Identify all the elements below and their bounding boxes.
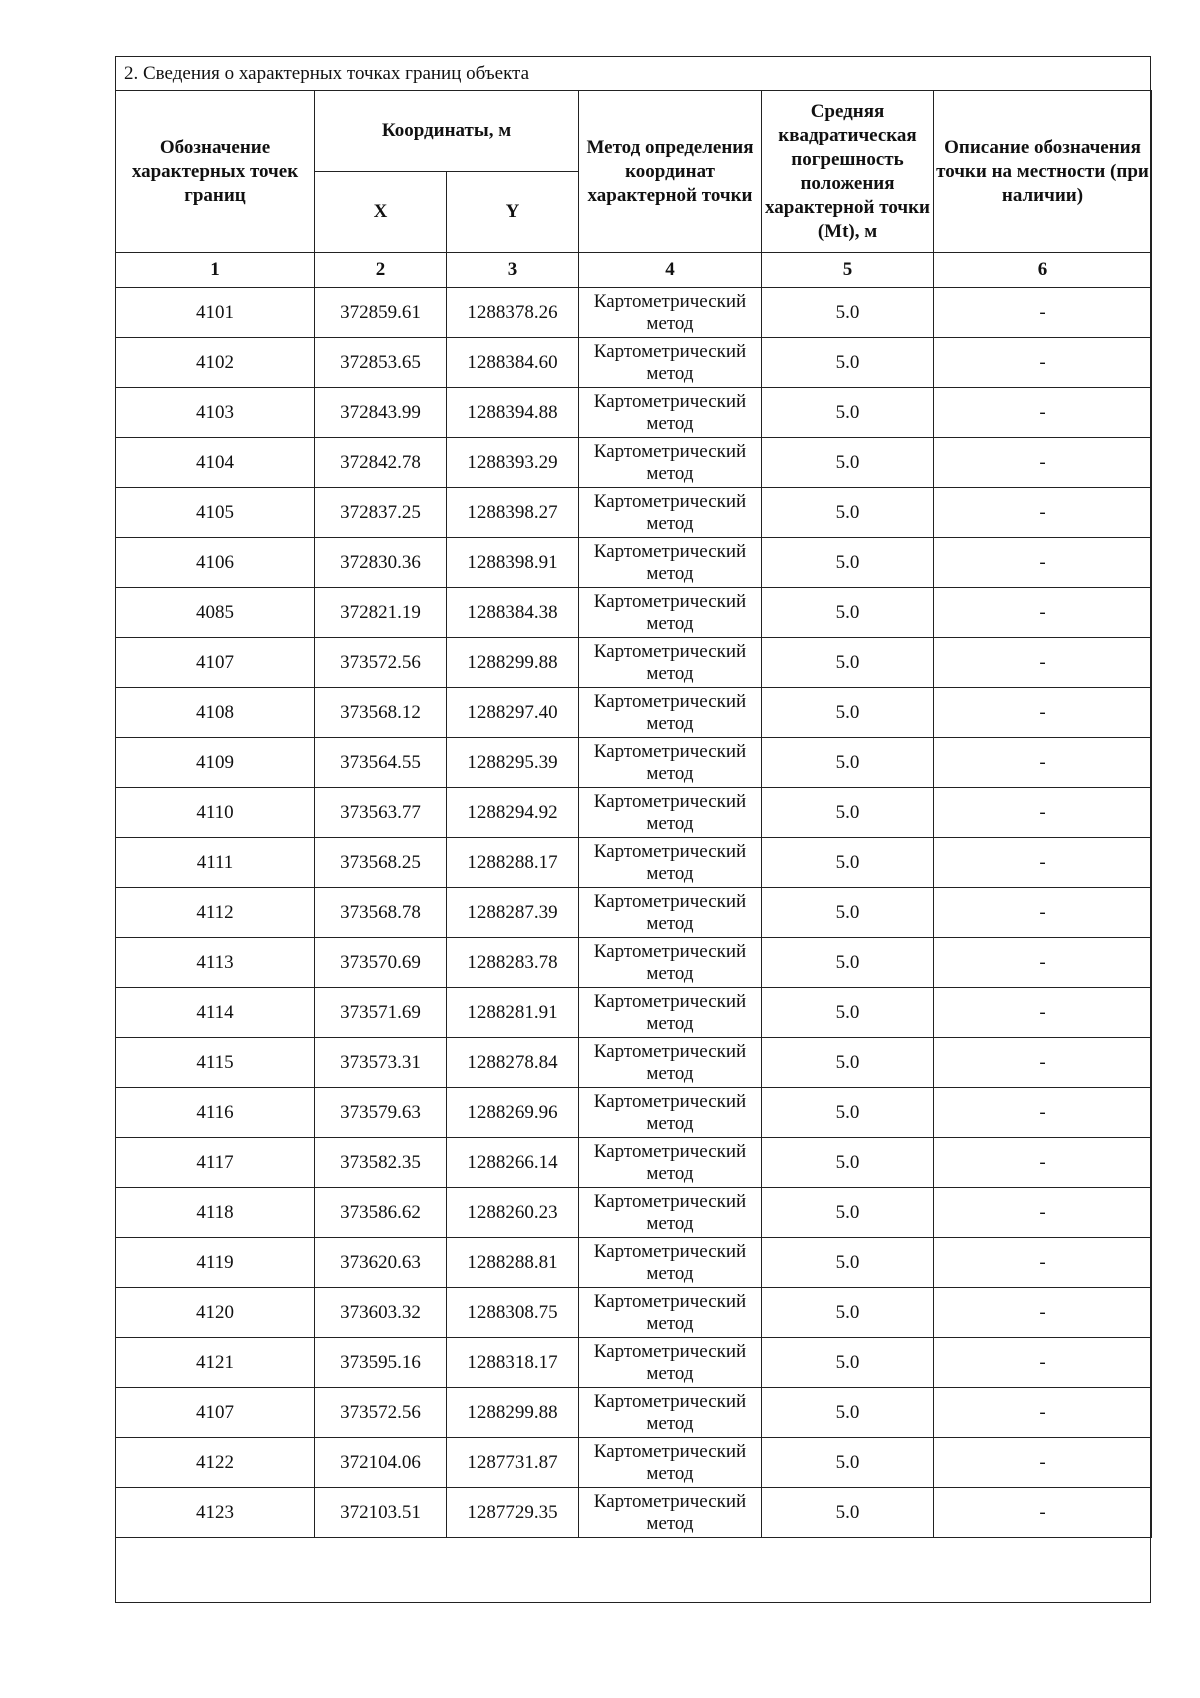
method-cell: Картометрический метод [579, 388, 762, 438]
table-row [116, 1188, 1152, 1238]
mean-error-cell: 5.0 [762, 788, 934, 838]
y-coordinate-cell: 1288260.23 [447, 1188, 579, 1238]
point-id-cell: 4085 [116, 588, 315, 638]
y-coordinate-cell: 1288394.88 [447, 388, 579, 438]
method-cell: Картометрический метод [579, 1288, 762, 1338]
y-coordinate-cell: 1288398.91 [447, 538, 579, 588]
mean-error-cell: 5.0 [762, 488, 934, 538]
x-coordinate-cell: 372837.25 [315, 488, 447, 538]
table-row [116, 1388, 1152, 1438]
x-coordinate-cell: 373572.56 [315, 1388, 447, 1438]
table-row [116, 988, 1152, 1038]
x-coordinate-cell: 373564.55 [315, 738, 447, 788]
method-cell: Картометрический метод [579, 988, 762, 1038]
x-coordinate-cell: 372843.99 [315, 388, 447, 438]
mean-error-cell: 5.0 [762, 1488, 934, 1538]
description-cell: - [934, 488, 1152, 538]
point-id-cell: 4114 [116, 988, 315, 1038]
x-coordinate-cell: 372104.06 [315, 1438, 447, 1488]
point-id-cell: 4104 [116, 438, 315, 488]
method-cell: Картометрический метод [579, 1488, 762, 1538]
y-coordinate-cell: 1288295.39 [447, 738, 579, 788]
method-cell: Картометрический метод [579, 1038, 762, 1088]
table-row [116, 888, 1152, 938]
description-cell: - [934, 388, 1152, 438]
mean-error-cell: 5.0 [762, 888, 934, 938]
description-cell: - [934, 288, 1152, 338]
x-coordinate-cell: 372859.61 [315, 288, 447, 338]
point-id-cell: 4106 [116, 538, 315, 588]
header-method: Метод определения координат характерной точки [579, 91, 762, 253]
y-coordinate-cell: 1288299.88 [447, 638, 579, 688]
mean-error-cell: 5.0 [762, 288, 934, 338]
y-coordinate-cell: 1287731.87 [447, 1438, 579, 1488]
description-cell: - [934, 1438, 1152, 1488]
x-coordinate-cell: 373620.63 [315, 1238, 447, 1288]
description-cell: - [934, 688, 1152, 738]
point-id-cell: 4119 [116, 1238, 315, 1288]
method-cell: Картометрический метод [579, 538, 762, 588]
points-table-body [116, 288, 1152, 1538]
x-coordinate-cell: 373572.56 [315, 638, 447, 688]
mean-error-cell: 5.0 [762, 588, 934, 638]
y-coordinate-cell: 1288281.91 [447, 988, 579, 1038]
y-coordinate-cell: 1288308.75 [447, 1288, 579, 1338]
column-number: 3 [447, 253, 579, 288]
table-row [116, 688, 1152, 738]
method-cell: Картометрический метод [579, 638, 762, 688]
column-number: 1 [116, 253, 315, 288]
table-row [116, 1088, 1152, 1138]
table-footer-empty [116, 1566, 1150, 1602]
table-row [116, 1338, 1152, 1388]
x-coordinate-cell: 373563.77 [315, 788, 447, 838]
table-row [116, 1288, 1152, 1338]
description-cell: - [934, 1188, 1152, 1238]
y-coordinate-cell: 1288398.27 [447, 488, 579, 538]
description-cell: - [934, 338, 1152, 388]
table-row [116, 588, 1152, 638]
description-cell: - [934, 438, 1152, 488]
table-row [116, 1138, 1152, 1188]
mean-error-cell: 5.0 [762, 388, 934, 438]
method-cell: Картометрический метод [579, 438, 762, 488]
table-row [116, 1488, 1152, 1538]
x-coordinate-cell: 373582.35 [315, 1138, 447, 1188]
table-row [116, 838, 1152, 888]
method-cell: Картометрический метод [579, 588, 762, 638]
mean-error-cell: 5.0 [762, 1088, 934, 1138]
method-cell: Картометрический метод [579, 1388, 762, 1438]
column-number: 6 [934, 253, 1152, 288]
point-id-cell: 4105 [116, 488, 315, 538]
table-row [116, 1038, 1152, 1088]
description-cell: - [934, 1238, 1152, 1288]
boundary-points-table [115, 90, 1152, 1538]
description-cell: - [934, 588, 1152, 638]
mean-error-cell: 5.0 [762, 1388, 934, 1438]
y-coordinate-cell: 1288384.60 [447, 338, 579, 388]
y-coordinate-cell: 1288384.38 [447, 588, 579, 638]
point-id-cell: 4103 [116, 388, 315, 438]
method-cell: Картометрический метод [579, 788, 762, 838]
x-coordinate-cell: 373568.12 [315, 688, 447, 738]
table-row [116, 938, 1152, 988]
point-id-cell: 4108 [116, 688, 315, 738]
x-coordinate-cell: 372821.19 [315, 588, 447, 638]
mean-error-cell: 5.0 [762, 538, 934, 588]
method-cell: Картометрический метод [579, 1238, 762, 1288]
y-coordinate-cell: 1288266.14 [447, 1138, 579, 1188]
y-coordinate-cell: 1287729.35 [447, 1488, 579, 1538]
point-id-cell: 4107 [116, 1388, 315, 1438]
description-cell: - [934, 1488, 1152, 1538]
x-coordinate-cell: 372103.51 [315, 1488, 447, 1538]
column-number: 4 [579, 253, 762, 288]
mean-error-cell: 5.0 [762, 1288, 934, 1338]
y-coordinate-cell: 1288378.26 [447, 288, 579, 338]
mean-error-cell: 5.0 [762, 438, 934, 488]
method-cell: Картометрический метод [579, 1338, 762, 1388]
point-id-cell: 4120 [116, 1288, 315, 1338]
description-cell: - [934, 1038, 1152, 1088]
point-id-cell: 4121 [116, 1338, 315, 1388]
y-coordinate-cell: 1288297.40 [447, 688, 579, 738]
point-id-cell: 4101 [116, 288, 315, 338]
point-id-cell: 4122 [116, 1438, 315, 1488]
y-coordinate-cell: 1288283.78 [447, 938, 579, 988]
description-cell: - [934, 888, 1152, 938]
table-row [116, 738, 1152, 788]
method-cell: Картометрический метод [579, 888, 762, 938]
description-cell: - [934, 1288, 1152, 1338]
x-coordinate-cell: 373595.16 [315, 1338, 447, 1388]
mean-error-cell: 5.0 [762, 1238, 934, 1288]
header-description: Описание обозначения точки на местности (при наличии) [934, 91, 1152, 253]
method-cell: Картометрический метод [579, 1138, 762, 1188]
method-cell: Картометрический метод [579, 488, 762, 538]
description-cell: - [934, 938, 1152, 988]
description-cell: - [934, 838, 1152, 888]
table-row [116, 338, 1152, 388]
y-coordinate-cell: 1288287.39 [447, 888, 579, 938]
point-id-cell: 4112 [116, 888, 315, 938]
description-cell: - [934, 1138, 1152, 1188]
point-id-cell: 4115 [116, 1038, 315, 1088]
description-cell: - [934, 1088, 1152, 1138]
point-id-cell: 4113 [116, 938, 315, 988]
y-coordinate-cell: 1288288.81 [447, 1238, 579, 1288]
mean-error-cell: 5.0 [762, 1438, 934, 1488]
method-cell: Картометрический метод [579, 1438, 762, 1488]
y-coordinate-cell: 1288288.17 [447, 838, 579, 888]
header-y: Y [447, 172, 579, 253]
mean-error-cell: 5.0 [762, 738, 934, 788]
boundary-points-sheet [115, 56, 1151, 1603]
description-cell: - [934, 638, 1152, 688]
description-cell: - [934, 788, 1152, 838]
point-id-cell: 4117 [116, 1138, 315, 1188]
mean-error-cell: 5.0 [762, 1338, 934, 1388]
mean-error-cell: 5.0 [762, 638, 934, 688]
table-row [116, 388, 1152, 438]
description-cell: - [934, 1388, 1152, 1438]
table-row [116, 1438, 1152, 1488]
method-cell: Картометрический метод [579, 688, 762, 738]
table-row [116, 788, 1152, 838]
x-coordinate-cell: 373571.69 [315, 988, 447, 1038]
x-coordinate-cell: 373568.78 [315, 888, 447, 938]
table-row [116, 438, 1152, 488]
table-row [116, 538, 1152, 588]
y-coordinate-cell: 1288278.84 [447, 1038, 579, 1088]
table-row [116, 638, 1152, 688]
header-mean-error: Средняя квадратическая погрешность положения характерной точки (Mt), м [762, 91, 934, 253]
mean-error-cell: 5.0 [762, 938, 934, 988]
column-number: 5 [762, 253, 934, 288]
description-cell: - [934, 738, 1152, 788]
point-id-cell: 4123 [116, 1488, 315, 1538]
x-coordinate-cell: 373579.63 [315, 1088, 447, 1138]
x-coordinate-cell: 372842.78 [315, 438, 447, 488]
mean-error-cell: 5.0 [762, 988, 934, 1038]
point-id-cell: 4118 [116, 1188, 315, 1238]
x-coordinate-cell: 372853.65 [315, 338, 447, 388]
x-coordinate-cell: 373573.31 [315, 1038, 447, 1088]
column-number: 2 [315, 253, 447, 288]
point-id-cell: 4116 [116, 1088, 315, 1138]
header-coordinates: Координаты, м [315, 91, 579, 172]
y-coordinate-cell: 1288269.96 [447, 1088, 579, 1138]
y-coordinate-cell: 1288393.29 [447, 438, 579, 488]
method-cell: Картометрический метод [579, 338, 762, 388]
method-cell: Картометрический метод [579, 1088, 762, 1138]
x-coordinate-cell: 372830.36 [315, 538, 447, 588]
x-coordinate-cell: 373570.69 [315, 938, 447, 988]
mean-error-cell: 5.0 [762, 1188, 934, 1238]
method-cell: Картометрический метод [579, 288, 762, 338]
mean-error-cell: 5.0 [762, 688, 934, 738]
table-row [116, 488, 1152, 538]
description-cell: - [934, 988, 1152, 1038]
mean-error-cell: 5.0 [762, 838, 934, 888]
point-id-cell: 4110 [116, 788, 315, 838]
mean-error-cell: 5.0 [762, 1138, 934, 1188]
x-coordinate-cell: 373568.25 [315, 838, 447, 888]
point-id-cell: 4107 [116, 638, 315, 688]
y-coordinate-cell: 1288299.88 [447, 1388, 579, 1438]
x-coordinate-cell: 373603.32 [315, 1288, 447, 1338]
point-id-cell: 4109 [116, 738, 315, 788]
description-cell: - [934, 538, 1152, 588]
method-cell: Картометрический метод [579, 1188, 762, 1238]
mean-error-cell: 5.0 [762, 1038, 934, 1088]
y-coordinate-cell: 1288294.92 [447, 788, 579, 838]
method-cell: Картометрический метод [579, 938, 762, 988]
method-cell: Картометрический метод [579, 838, 762, 888]
x-coordinate-cell: 373586.62 [315, 1188, 447, 1238]
mean-error-cell: 5.0 [762, 338, 934, 388]
point-id-cell: 4111 [116, 838, 315, 888]
description-cell: - [934, 1338, 1152, 1388]
table-row [116, 1238, 1152, 1288]
table-row [116, 288, 1152, 338]
section-title: 2. Сведения о характерных точках границ объекта [116, 57, 1150, 91]
y-coordinate-cell: 1288318.17 [447, 1338, 579, 1388]
header-x: X [315, 172, 447, 253]
point-id-cell: 4102 [116, 338, 315, 388]
header-point-designation: Обозначение характерных точек границ [116, 91, 315, 253]
method-cell: Картометрический метод [579, 738, 762, 788]
